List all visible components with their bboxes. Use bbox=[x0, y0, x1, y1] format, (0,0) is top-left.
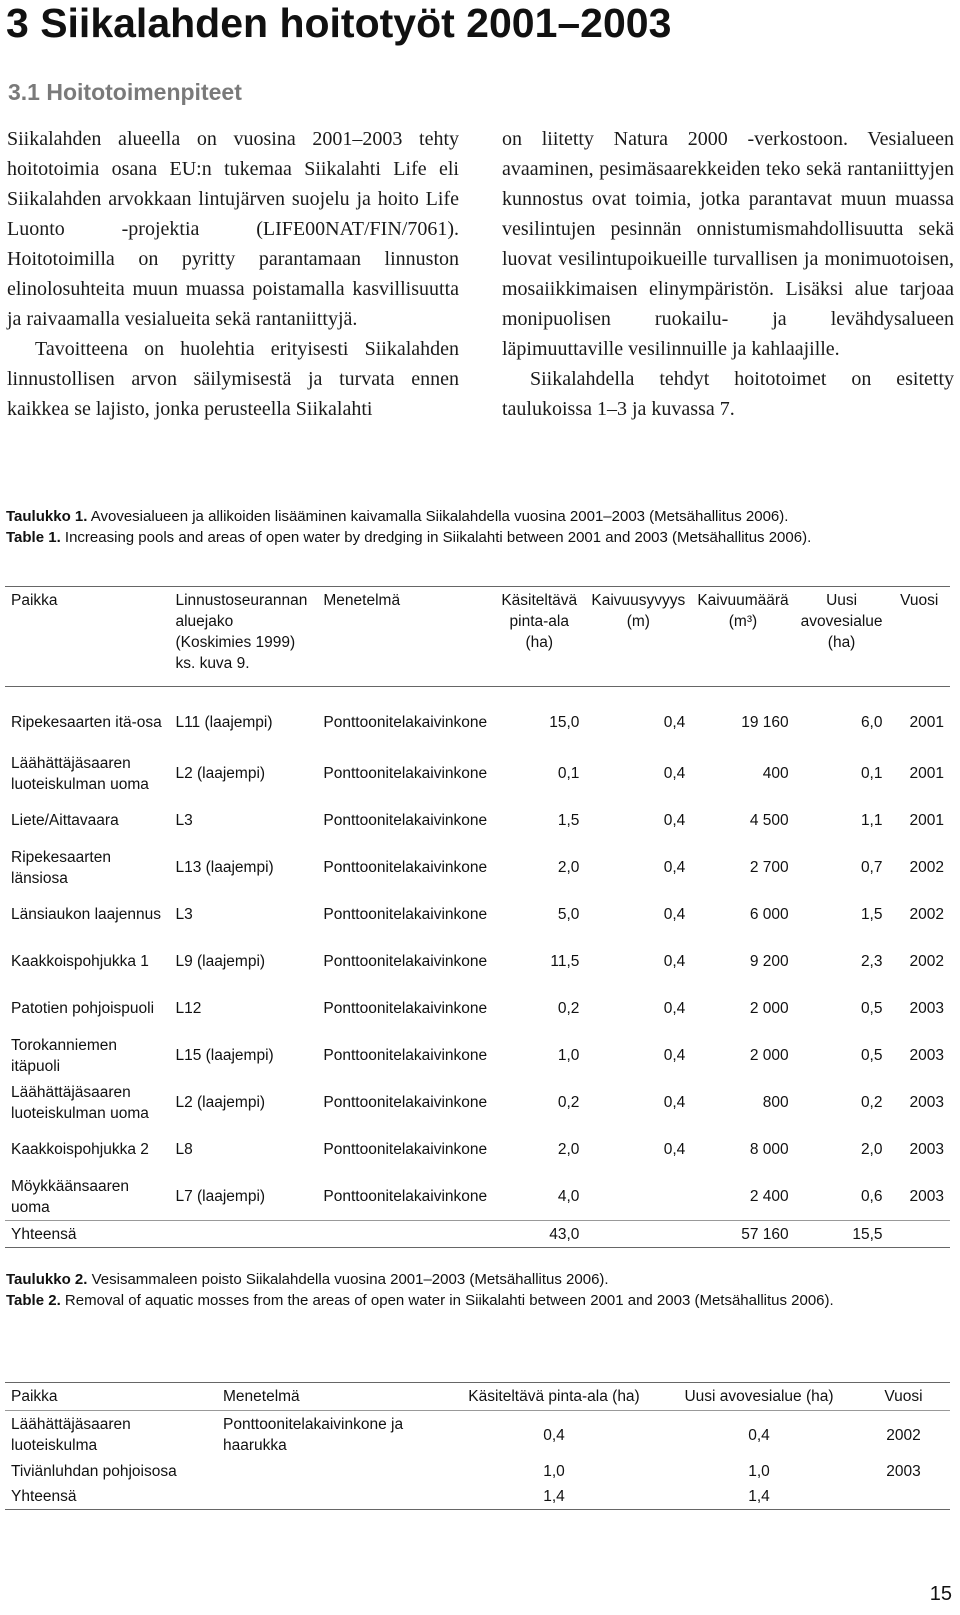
table-row bbox=[5, 1032, 950, 1079]
column-header: Vuosi bbox=[900, 592, 939, 609]
table-cell: 0,2 bbox=[557, 1094, 580, 1111]
column-header: Uusi avovesialue (ha) bbox=[800, 592, 883, 651]
table-cell: Ponttoonitelakaivinkone bbox=[323, 953, 488, 970]
table-cell: 4 500 bbox=[749, 812, 789, 829]
table-cell: 4,0 bbox=[557, 1188, 580, 1205]
table-cell: Ponttoonitelakaivinkone bbox=[323, 1094, 488, 1111]
table-cell: 1,0 bbox=[543, 1463, 565, 1480]
table1-caption-fi bbox=[6, 506, 950, 527]
table2-caption-en bbox=[6, 1290, 950, 1311]
caption-label: Table 1. bbox=[6, 529, 61, 546]
table-cell: 2 000 bbox=[749, 1000, 789, 1017]
table-cell bbox=[585, 1173, 691, 1221]
table-cell: 0,2 bbox=[557, 1000, 580, 1017]
table-cell: Ponttoonitelakaivinkone ja haarukka bbox=[223, 1416, 404, 1454]
table-cell: L7 (laajempi) bbox=[175, 1188, 266, 1205]
table-cell: 0,5 bbox=[860, 1000, 883, 1017]
column-header: Käsiteltävä pinta-ala (ha) bbox=[501, 592, 578, 651]
table-cell: L2 (laajempi) bbox=[175, 765, 266, 782]
table-cell: 0,1 bbox=[860, 765, 883, 782]
table1-body bbox=[5, 687, 950, 1221]
table2-caption-fi bbox=[6, 1269, 950, 1290]
table-cell: 0,5 bbox=[860, 1047, 883, 1064]
page-number: 15 bbox=[929, 1583, 952, 1605]
table-cell bbox=[217, 1459, 447, 1484]
paragraph: on liitetty Natura 2000 -verkostoon. Vesialueen avaaminen, pesimäsaarekkeiden teko sekä rantaniittyjen kunnostus ovat toimia, jotka parantavat muun muassa vesilintujen pesinnän onnistumismahdollisuutta sekä luovat vesilintupoikueille turvallisen ja monimuotoisen, mosaiikkimaisen elinympäristön. Lisäksi alue tarjoaa monipuolisen ruokailu- ja levähdysalueen läpimuuttaville vesilinnuille ja kahlaajille. bbox=[502, 128, 954, 360]
table-cell: 2002 bbox=[886, 1426, 921, 1444]
table-cell bbox=[857, 1484, 950, 1510]
table1-caption-en bbox=[6, 527, 950, 548]
table-row bbox=[5, 985, 950, 1032]
table-row bbox=[5, 1459, 950, 1484]
table-cell: Läähättäjäsaaren luoteiskulman uoma bbox=[11, 1083, 149, 1122]
table-cell: 2002 bbox=[909, 953, 944, 970]
table-total-row bbox=[5, 1221, 950, 1248]
table-cell: Kaakkoispohjukka 1 bbox=[11, 953, 149, 970]
table2 bbox=[5, 1382, 950, 1510]
table-cell: 2001 bbox=[909, 765, 944, 782]
table-cell: 0,4 bbox=[748, 1426, 770, 1444]
table-cell: 0,1 bbox=[557, 765, 580, 782]
table1-caption bbox=[6, 506, 950, 548]
table2-caption bbox=[6, 1269, 950, 1311]
table-cell: 9 200 bbox=[749, 953, 789, 970]
table-cell: 2001 bbox=[909, 714, 944, 731]
table-cell: L13 (laajempi) bbox=[175, 859, 274, 876]
table-cell bbox=[169, 1221, 317, 1248]
text-column-left bbox=[7, 124, 459, 424]
table-cell: 19 160 bbox=[741, 714, 789, 731]
table-cell: 0,6 bbox=[860, 1188, 883, 1205]
table-cell: 15,5 bbox=[852, 1225, 883, 1243]
table-cell: 1,4 bbox=[748, 1488, 770, 1505]
table-cell: Kaakkoispohjukka 2 bbox=[11, 1141, 149, 1158]
table-cell: Ponttoonitelakaivinkone bbox=[323, 812, 488, 829]
table-cell: 2003 bbox=[909, 1094, 944, 1111]
table-row bbox=[5, 797, 950, 844]
table-cell: 2,0 bbox=[860, 1141, 883, 1158]
table-cell: Tiviänluhdan pohjoisosa bbox=[11, 1463, 177, 1480]
table-cell: Yhteensä bbox=[11, 1225, 77, 1243]
table-cell: Torokanniemen itäpuoli bbox=[11, 1036, 117, 1075]
table-cell: 57 160 bbox=[741, 1225, 789, 1243]
table-cell: L3 bbox=[175, 812, 193, 829]
table-cell bbox=[317, 1221, 493, 1248]
text-column-right bbox=[502, 124, 954, 424]
table-cell: 0,4 bbox=[663, 953, 686, 970]
table-cell: 0,4 bbox=[663, 1094, 686, 1111]
table-cell: Ponttoonitelakaivinkone bbox=[323, 906, 488, 923]
column-header: Linnustoseurannan aluejako (Koskimies 1999) ks. kuva 9. bbox=[175, 592, 308, 672]
table-header-row bbox=[5, 587, 950, 687]
column-header: Paikka bbox=[11, 1388, 58, 1405]
table-cell: 1,5 bbox=[557, 812, 580, 829]
table-cell: 0,4 bbox=[663, 765, 686, 782]
table-cell: 1,0 bbox=[557, 1047, 580, 1064]
table-cell: 2003 bbox=[886, 1463, 921, 1480]
table-cell: 0,4 bbox=[663, 906, 686, 923]
column-header: Menetelmä bbox=[323, 592, 401, 609]
table-row bbox=[5, 1079, 950, 1126]
table-cell: Ripekesaarten länsiosa bbox=[11, 848, 111, 887]
table-cell: Ponttoonitelakaivinkone bbox=[323, 1047, 488, 1064]
table-cell: 2001 bbox=[909, 812, 944, 829]
table-cell: Ponttoonitelakaivinkone bbox=[323, 765, 488, 782]
table-cell: 0,4 bbox=[543, 1426, 565, 1444]
table-cell: 2 000 bbox=[749, 1047, 789, 1064]
table-cell: 2003 bbox=[909, 1188, 944, 1205]
table-cell bbox=[889, 1221, 951, 1248]
table-cell: 2,3 bbox=[860, 953, 883, 970]
table-cell: Ponttoonitelakaivinkone bbox=[323, 714, 488, 731]
page-heading: 3 Siikalahden hoitotyöt 2001–2003 bbox=[6, 0, 672, 46]
table-cell: Ponttoonitelakaivinkone bbox=[323, 859, 488, 876]
table-cell: 2,0 bbox=[557, 1141, 580, 1158]
table-cell: 1,1 bbox=[860, 812, 883, 829]
table-cell: Läähättäjäsaaren luoteiskulman uoma bbox=[11, 754, 149, 793]
table-row bbox=[5, 891, 950, 938]
column-header: Kaivuusyvyys (m) bbox=[591, 592, 686, 630]
table-cell: 2,0 bbox=[557, 859, 580, 876]
column-header: Vuosi bbox=[884, 1388, 923, 1405]
table-cell: Länsiaukon laajennus bbox=[11, 906, 161, 923]
table-cell: Möykkäänsaaren uoma bbox=[11, 1177, 130, 1216]
table-cell: 1,5 bbox=[860, 906, 883, 923]
table-total-row bbox=[5, 1484, 950, 1510]
table-cell: 15,0 bbox=[549, 714, 580, 731]
table-row bbox=[5, 750, 950, 797]
table-cell: 5,0 bbox=[557, 906, 580, 923]
table-row bbox=[5, 687, 950, 751]
table-cell: 0,4 bbox=[663, 1047, 686, 1064]
table-cell: 2003 bbox=[909, 1141, 944, 1158]
table-cell bbox=[217, 1484, 447, 1510]
table-cell bbox=[585, 1221, 691, 1248]
table-cell: 1,0 bbox=[748, 1463, 770, 1480]
table-cell: 43,0 bbox=[549, 1225, 580, 1243]
table-cell: Ponttoonitelakaivinkone bbox=[323, 1188, 488, 1205]
table-cell: 2002 bbox=[909, 906, 944, 923]
table-cell: 800 bbox=[762, 1094, 789, 1111]
table-cell: 0,7 bbox=[860, 859, 883, 876]
paragraph: Siikalahdella tehdyt hoitotoimet on esitetty taulukoissa 1–3 ja kuvassa 7. bbox=[502, 368, 954, 420]
table-cell: Ripekesaarten itä-osa bbox=[11, 714, 162, 731]
table-row bbox=[5, 938, 950, 985]
table-header-row bbox=[5, 1383, 950, 1411]
table-cell: L3 bbox=[175, 906, 193, 923]
table-cell: Yhteensä bbox=[11, 1488, 77, 1505]
table1 bbox=[5, 586, 950, 1248]
caption-text: Vesisammaleen poisto Siikalahdella vuosina 2001–2003 (Metsähallitus 2006). bbox=[87, 1271, 609, 1288]
table-cell: Ponttoonitelakaivinkone bbox=[323, 1141, 488, 1158]
table-cell: L8 bbox=[175, 1141, 193, 1158]
table-cell: 0,2 bbox=[860, 1094, 883, 1111]
table-cell: 0,4 bbox=[663, 1000, 686, 1017]
caption-label: Table 2. bbox=[6, 1292, 61, 1309]
table-cell: 0,4 bbox=[663, 859, 686, 876]
table-row bbox=[5, 1411, 950, 1460]
table-row bbox=[5, 1173, 950, 1221]
column-header: Paikka bbox=[11, 592, 58, 609]
table-cell: Läähättäjäsaaren luoteiskulma bbox=[11, 1416, 131, 1454]
table-cell: L15 (laajempi) bbox=[175, 1047, 274, 1064]
table-cell: 2 400 bbox=[749, 1188, 789, 1205]
table-cell: L12 bbox=[175, 1000, 202, 1017]
section-heading: 3.1 Hoitotoimenpiteet bbox=[8, 79, 242, 105]
caption-text: Avovesialueen ja allikoiden lisääminen kaivamalla Siikalahdella vuosina 2001–2003 (Metsähallitus 2006). bbox=[87, 508, 789, 525]
caption-text: Increasing pools and areas of open water by dredging in Siikalahti between 2001 and 2003 (Metsähallitus 2006). bbox=[60, 529, 812, 546]
column-header: Käsiteltävä pinta-ala (ha) bbox=[468, 1388, 640, 1405]
column-header: Kaivuumäärä (m³) bbox=[697, 592, 789, 630]
table-cell: L2 (laajempi) bbox=[175, 1094, 266, 1111]
paragraph: Siikalahden alueella on vuosina 2001–2003 tehty hoitotoimia osana EU:n tukemaa Siikalahti Life eli Siikalahden arvokkaan lintujärven suojelu ja hoito Life Luonto -projektia (LIFE00NAT/FIN/7061). Hoitotoimilla on pyritty parantamaan linnuston elinolosuhteita muun muassa poistamalla kasvillisuutta ja raivaamalla vesialueita sekä rantaniittyjä. bbox=[7, 128, 459, 330]
table-cell: 1,4 bbox=[543, 1488, 565, 1505]
table-cell: L11 (laajempi) bbox=[175, 714, 273, 731]
caption-label: Taulukko 1. bbox=[6, 508, 88, 525]
caption-text: Removal of aquatic mosses from the areas of open water in Siikalahti between 2001 and 2003 (Metsähallitus 2006). bbox=[60, 1292, 834, 1309]
table-cell: 8 000 bbox=[749, 1141, 789, 1158]
paragraph: Tavoitteena on huolehtia erityisesti Siikalahden linnustollisen arvon säilymisestä ja turvata ennen kaikkea se lajisto, jonka perusteella Siikalahti bbox=[7, 338, 459, 420]
table-row bbox=[5, 1126, 950, 1173]
table-cell: 0,4 bbox=[663, 714, 686, 731]
column-header: Menetelmä bbox=[223, 1388, 300, 1405]
table-cell: 2003 bbox=[909, 1047, 944, 1064]
table-cell: Ponttoonitelakaivinkone bbox=[323, 1000, 488, 1017]
caption-label: Taulukko 2. bbox=[6, 1271, 88, 1288]
table-cell: 6,0 bbox=[860, 714, 883, 731]
table-cell: 2002 bbox=[909, 859, 944, 876]
table-cell: Liete/Aittavaara bbox=[11, 812, 119, 829]
table-cell: 11,5 bbox=[550, 953, 580, 970]
table-cell: 400 bbox=[762, 765, 789, 782]
table-cell: 2 700 bbox=[749, 859, 789, 876]
table-cell: L9 (laajempi) bbox=[175, 953, 266, 970]
table-cell: Patotien pohjoispuoli bbox=[11, 1000, 155, 1017]
table-cell: 0,4 bbox=[663, 1141, 686, 1158]
table-cell: 2003 bbox=[909, 1000, 944, 1017]
table-cell: 6 000 bbox=[749, 906, 789, 923]
column-header: Uusi avovesialue (ha) bbox=[684, 1388, 834, 1405]
table-row bbox=[5, 844, 950, 891]
table-cell: 0,4 bbox=[663, 812, 686, 829]
